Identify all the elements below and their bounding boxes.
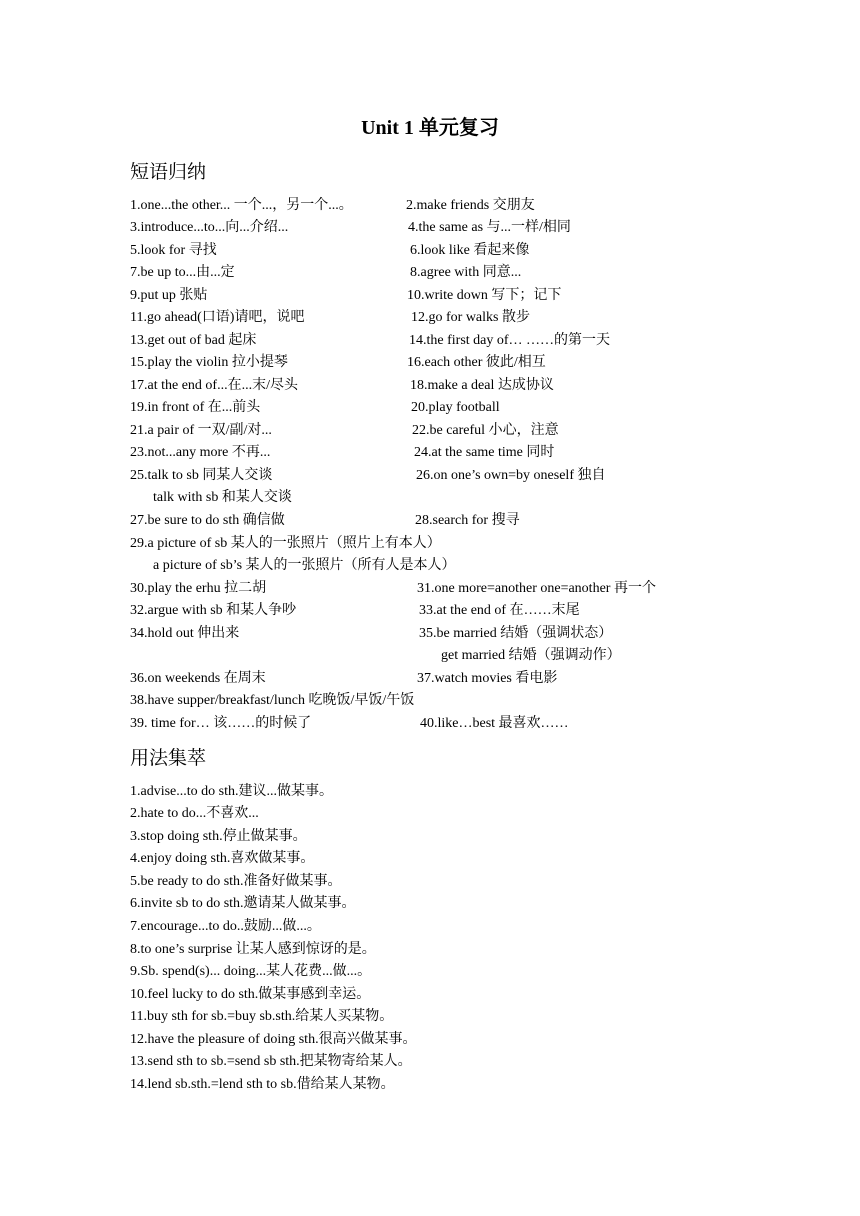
- phrase-right: 16.each other 彼此/相互: [407, 355, 546, 370]
- phrase-row: [130, 240, 830, 262]
- phrase-right: 24.at the same time 同时: [414, 445, 555, 460]
- usage-item: 4.enjoy doing sth.喜欢做某事。: [130, 851, 315, 866]
- phrase-left: 15.play the violin 拉小提琴: [130, 355, 288, 370]
- phrase-left: 3.introduce...to...向...介绍...: [130, 220, 289, 235]
- phrase-row: [130, 487, 853, 509]
- phrase-row: [130, 195, 830, 217]
- phrase-left: a picture of sb’s 某人的一张照片（所有人是本人）: [153, 558, 456, 573]
- usage-item: 6.invite sb to do sth.邀请某人做某事。: [130, 896, 356, 911]
- usage-item: 12.have the pleasure of doing sth.很高兴做某事。: [130, 1032, 417, 1047]
- usage-item: 9.Sb. spend(s)... doing...某人花费...做...。: [130, 964, 372, 979]
- phrase-row: [130, 307, 830, 329]
- phrase-right: 6.look like 看起来像: [410, 243, 530, 258]
- phrase-left: 39. time for… 该……的时候了: [130, 716, 312, 731]
- phrase-left: 13.get out of bad 起床: [130, 333, 257, 348]
- phrase-row: [130, 375, 830, 397]
- phrase-row: [130, 600, 830, 622]
- phrase-right: 35.be married 结婚（强调状态）: [419, 626, 613, 641]
- phrase-left: 29.a picture of sb 某人的一张照片（照片上有本人）: [130, 536, 441, 551]
- usage-item: 8.to one’s surprise 让某人感到惊讶的是。: [130, 942, 376, 957]
- phrase-left: 36.on weekends 在周末: [130, 671, 266, 686]
- phrase-row: [130, 465, 830, 487]
- section-heading-usages: 用法集萃: [130, 747, 207, 769]
- phrase-right: 4.the same as 与...一样/相同: [408, 220, 571, 235]
- phrase-left: 32.argue with sb 和某人争吵: [130, 603, 297, 618]
- section-heading-phrases: 短语归纳: [130, 161, 207, 183]
- usage-item: 2.hate to do...不喜欢...: [130, 806, 259, 821]
- phrase-row: [130, 397, 830, 419]
- phrase-row: [130, 442, 830, 464]
- phrase-row: [130, 510, 830, 532]
- phrase-right: 12.go for walks 散步: [411, 310, 530, 325]
- phrase-right: 8.agree with 同意...: [410, 265, 522, 280]
- phrase-row: [130, 262, 830, 284]
- usage-item: 13.send sth to sb.=send sb sth.把某物寄给某人。: [130, 1054, 412, 1069]
- phrase-left: 21.a pair of 一双/副/对...: [130, 423, 272, 438]
- phrase-left: 23.not...any more 不再...: [130, 445, 271, 460]
- phrase-right: 28.search for 搜寻: [415, 513, 520, 528]
- phrase-right: get married 结婚（强调动作）: [441, 648, 621, 663]
- usage-item: 14.lend sb.sth.=lend sth to sb.借给某人某物。: [130, 1077, 395, 1092]
- phrase-left: 38.have supper/breakfast/lunch 吃晚饭/早饭/午饭: [130, 693, 415, 708]
- phrase-right: 33.at the end of 在……末尾: [419, 603, 580, 618]
- phrase-left: talk with sb 和某人交谈: [153, 490, 292, 505]
- phrase-row: [130, 623, 830, 645]
- phrase-row: [130, 217, 830, 239]
- phrase-left: 34.hold out 伸出来: [130, 626, 240, 641]
- usage-item: 5.be ready to do sth.准备好做某事。: [130, 874, 342, 889]
- phrase-left: 5.look for 寻找: [130, 243, 217, 258]
- phrase-row: [130, 533, 830, 555]
- phrase-right: 37.watch movies 看电影: [417, 671, 558, 686]
- phrase-left: 19.in front of 在...前头: [130, 400, 261, 415]
- phrase-left: 27.be sure to do sth 确信做: [130, 513, 285, 528]
- phrase-right: 22.be careful 小心，注意: [412, 423, 559, 438]
- phrase-row: [130, 578, 830, 600]
- phrase-row: [130, 555, 853, 577]
- phrase-row: [130, 668, 830, 690]
- phrase-row: [130, 645, 830, 667]
- phrase-right: 20.play football: [411, 400, 500, 415]
- usage-item: 10.feel lucky to do sth.做某事感到幸运。: [130, 987, 371, 1002]
- usage-item: 3.stop doing sth.停止做某事。: [130, 829, 307, 844]
- phrase-right: 40.like…best 最喜欢……: [420, 716, 569, 731]
- phrase-left: 9.put up 张贴: [130, 288, 208, 303]
- phrase-left: 17.at the end of...在...末/尽头: [130, 378, 298, 393]
- phrase-left: 11.go ahead(口语)请吧，说吧: [130, 310, 305, 325]
- phrase-row: [130, 330, 830, 352]
- phrase-row: [130, 713, 830, 735]
- page-title: Unit 1 单元复习: [361, 117, 499, 139]
- phrase-right: 2.make friends 交朋友: [406, 198, 535, 213]
- phrase-left: 25.talk to sb 同某人交谈: [130, 468, 273, 483]
- phrase-row: [130, 690, 830, 712]
- usage-item: 11.buy sth for sb.=buy sb.sth.给某人买某物。: [130, 1009, 394, 1024]
- usage-item: 1.advise...to do sth.建议...做某事。: [130, 784, 333, 799]
- phrase-right: 10.write down 写下；记下: [407, 288, 562, 303]
- phrase-left: 7.be up to...由...定: [130, 265, 235, 280]
- phrase-left: 1.one...the other... 一个...，另一个...。: [130, 198, 353, 213]
- phrase-right: 18.make a deal 达成协议: [410, 378, 554, 393]
- phrase-row: [130, 420, 830, 442]
- phrase-left: 30.play the erhu 拉二胡: [130, 581, 267, 596]
- usage-item: 7.encourage...to do..鼓励...做...。: [130, 919, 321, 934]
- phrase-right: 14.the first day of… ……的第一天: [409, 333, 611, 348]
- phrase-right: 31.one more=another one=another 再一个: [417, 581, 656, 596]
- phrase-right: 26.on one’s own=by oneself 独自: [416, 468, 606, 483]
- phrase-row: [130, 352, 830, 374]
- phrase-row: [130, 285, 830, 307]
